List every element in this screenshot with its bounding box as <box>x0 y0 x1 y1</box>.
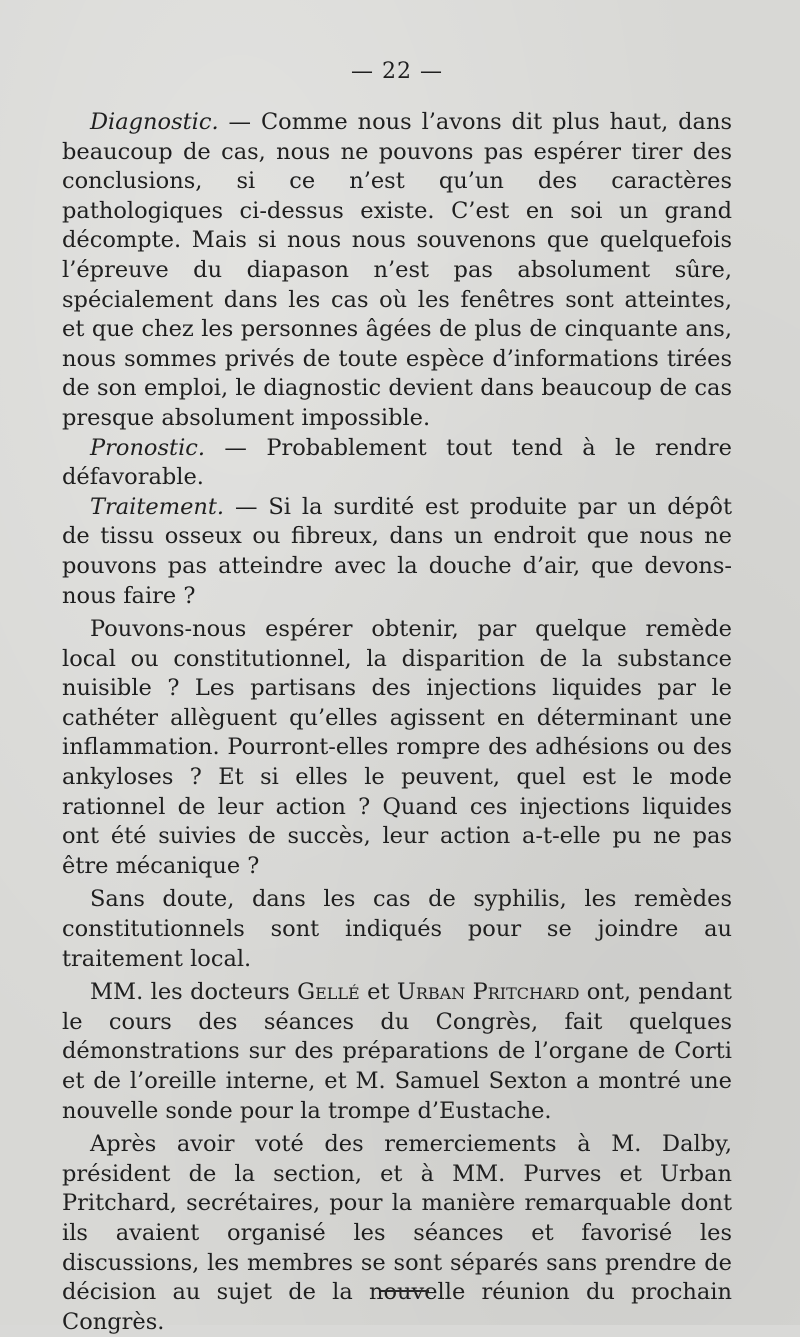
paragraph-syphilis: Sans doute, dans les cas de syphilis, les remèdes constitutionnels sont indiqués pour se joindre au traitement local. <box>62 886 732 972</box>
end-rule <box>381 1290 429 1292</box>
name-urban-pritchard: Urban Pritchard <box>396 979 580 1006</box>
pronostic-text: — Probablement tout tend à le rendre défavorable. <box>62 434 732 491</box>
section-lead-traitement: Traitement. <box>90 493 225 520</box>
paragraph-pronostic <box>62 434 732 493</box>
section-lead-diagnostic: Diagnostic. <box>90 109 219 135</box>
diagnostic-text: — Comme nous l’avons dit plus haut, dans beaucoup de cas, nous ne pouvons pas espérer tirer des conclusions, si ce n’est qu’un des caractères pathologiques ci-dessus existe. C’est en soi un grand décompte. Mais si nous nous souvenons que quelquefois l’épreuve du diapason n’est pas absolument sûre, spécialement dans les cas où les fenêtres sont atteintes, et que chez les personnes âgées de plus de cinquante ans, nous sommes privés de toute espèce d’informations tirées de son emploi, le diagnostic devient dans beaucoup de cas presque absolument impossible. <box>62 109 732 431</box>
paragraph-injections: Pouvons-nous espérer obtenir, par quelque remède local ou constitutionnel, la disparition de la substance nuisible ? Les partisans des injections liquides par le cathéter allèguent qu’elles agissent en déterminant une inflammation. Pourront-elles rompre des adhésions ou des ankyloses ? Et si elles le peuvent, quel est le mode rationnel de leur action ? Quand ces injections liquides ont été suivies de succès, leur action a-t-elle pu ne pas être mécanique ? <box>62 616 732 879</box>
paragraph-traitement <box>62 493 732 611</box>
docteurs-rest: ont, pendant le cours des séances du Congrès, fait quelques démonstrations sur des préparations de l’organe de Corti et de l’oreille interne, et M. Samuel Sexton a montré une nouvelle sonde pour la trompe d’Eustache. <box>62 979 732 1124</box>
docteurs-start: MM. les docteurs <box>90 979 298 1006</box>
page-number: — 22 — <box>351 59 443 84</box>
paragraph-diagnostic <box>62 108 732 434</box>
paragraph-final: Après avoir voté des remerciements à M. Dalby, président de la section, et à MM. Purves et Urban Pritchard, secrétaires, pour la manière remarquable dont ils avaient organisé les séances et favorisé les discussions, les membres se sont séparés sans prendre de décision au sujet de la nouvelle réunion du prochain Congrès. <box>62 1131 732 1335</box>
name-gelle: Gellé <box>297 979 360 1006</box>
docteurs-mid: et <box>359 979 397 1006</box>
paragraph-docteurs <box>62 978 732 1126</box>
section-lead-pronostic: Pronostic. <box>90 434 206 461</box>
traitement-text: — Si la surdité est produite par un dépôt de tissu osseux ou fibreux, dans un endroit que nous ne pouvons pas atteindre avec la douche d’air, que devons-nous faire ? <box>62 493 732 609</box>
